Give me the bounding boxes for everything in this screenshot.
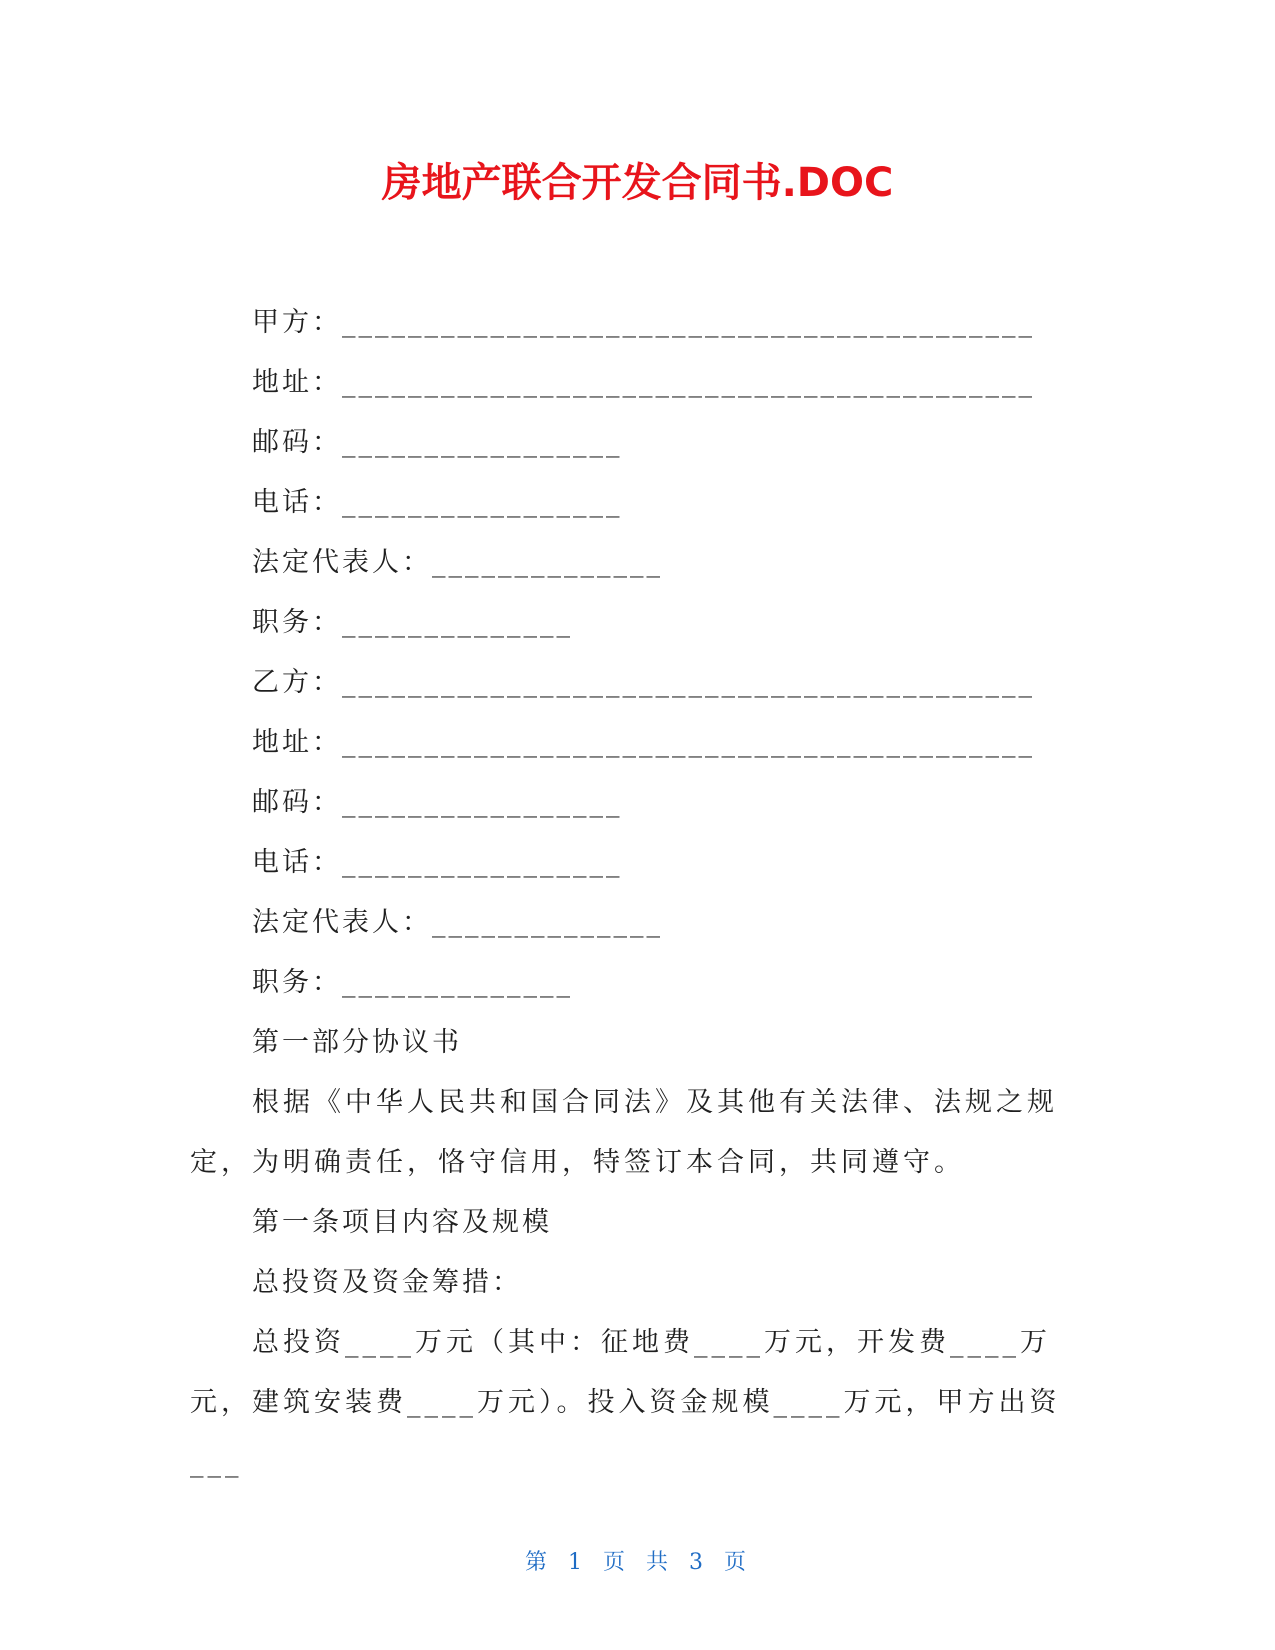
party-a-postcode-line: 邮码：_________________ [252, 427, 623, 458]
party-a-address-line: 地址：__________________________________________ [252, 367, 1035, 398]
party-b-address-line: 地址：__________________________________________ [252, 727, 1035, 758]
party-b-phone-line: 电话：_________________ [252, 847, 623, 878]
page-indicator: 第 1 页 共 3 页 [525, 1550, 750, 1575]
party-a-name-line: 甲方：__________________________________________ [252, 307, 1035, 338]
document-title: 房地产联合开发合同书.DOC [381, 160, 894, 206]
article-1-heading: 第一条项目内容及规模 [252, 1207, 552, 1238]
party-a-representative-line: 法定代表人：______________ [252, 547, 663, 578]
document-body [190, 293, 1080, 1493]
party-a-phone-line: 电话：_________________ [252, 487, 623, 518]
party-a-position-line: 职务：______________ [252, 607, 573, 638]
investment-heading: 总投资及资金筹措： [252, 1267, 522, 1298]
intro-paragraph: 根据《中华人民共和国合同法》及其他有关法律、法规之规定，为明确责任，恪守信用，特签订本合同，共同遵守。 [190, 1087, 1058, 1178]
section-heading: 第一部分协议书 [252, 1027, 462, 1058]
party-b-representative-line: 法定代表人：______________ [252, 907, 663, 938]
investment-paragraph: 总投资____万元（其中：征地费____万元，开发费____万元，建筑安装费____万元）。投入资金规模____万元，甲方出资___ [190, 1327, 1061, 1478]
party-b-name-line: 乙方：__________________________________________ [252, 667, 1035, 698]
party-b-position-line: 职务：______________ [252, 967, 573, 998]
party-b-postcode-line: 邮码：_________________ [252, 787, 623, 818]
